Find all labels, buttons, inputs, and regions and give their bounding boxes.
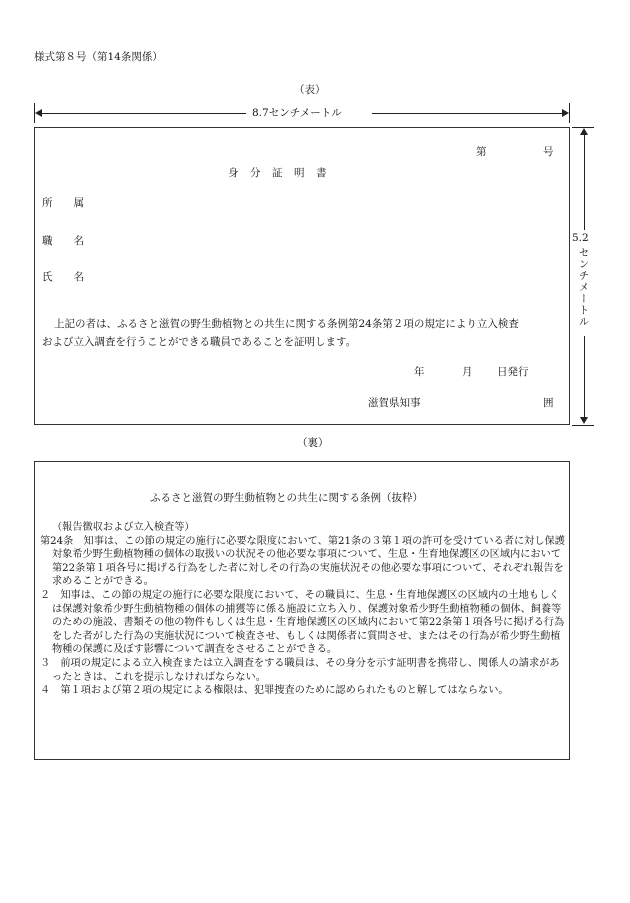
article-24: 第24条 知事は、この節の規定の施行に必要な限度において、第21条の３第１項の許可を受けている者に対し保護対象希少野生動植物種の個体の取扱いの状況その他必要な事項について、生息・生育地保護区の区域内において第22条第１項各号に掲げる行為をした者に対しその行為の実施状況その他必要な事項について、それぞれ報告を求めることができる。 (40, 535, 565, 588)
field-position: 職 名 (42, 235, 84, 247)
article-24-para-3: ３ 前項の規定による立入検査または立入調査をする職員は、その身分を示す証明書を携帯し、関係人の請求があったときは、これを提示しなければならない。 (40, 657, 560, 683)
back-body (40, 521, 566, 698)
number-dai: 第 (476, 146, 487, 158)
field-affiliation: 所 属 (42, 197, 84, 209)
height-dim-tick-bottom (572, 425, 594, 426)
date-year: 年 (414, 366, 425, 378)
back-title: ふるさと滋賀の野生動植物との共生に関する条例（抜粋） (150, 492, 423, 504)
width-dim-tick-right (569, 103, 570, 123)
back-side-label: （裏） (297, 437, 329, 449)
article-24-para-2: ２ 知事は、この節の規定の施行に必要な限度において、その職員に、生息・生育地保護区の区域内の土地もしくは保護対象希少野生動植物種の個体の捕獲等に係る施設に立ち入り、保護対象希少野生動植物種の個体、飼養等のための施設、書類その他の物件もしくは生息・生育地保護区の区域内において第22条第１項各号に掲げる行為をした者がした行為の実施状況について検査させ、もしくは関係者に質問させ、またはその行為が希少野生動植物種の保護に及ぼす影響について調査をさせることができる。 (40, 589, 565, 656)
back-caption: （報告徴収および立入検査等） (52, 522, 195, 533)
statement-line-1: 上記の者は、ふるさと滋賀の野生動植物との共生に関する条例第24条第２項の規定により立入検査 (54, 318, 519, 330)
front-side-label: （表） (294, 84, 326, 96)
field-name: 氏 名 (42, 271, 84, 283)
article-24-para-4: ４ 第１項および第２項の規定による権限は、犯罪捜査のために認められたものと解してはならない。 (40, 685, 509, 697)
card-title: 身 分 証 明 書 (228, 167, 327, 179)
height-dim-number: 5.2 (572, 232, 589, 244)
height-dim-line-top (584, 134, 585, 230)
issuer: 滋賀県知事 (368, 397, 421, 409)
date-issue: 日発行 (497, 366, 529, 378)
width-dim-line-left (40, 113, 246, 114)
date-month: 月 (462, 366, 473, 378)
height-dim-line-bottom (584, 336, 585, 420)
width-dim-label: 8.7センチメートル (252, 107, 342, 119)
statement-line-2: および立入調査を行うことができる職員であることを証明します。 (42, 336, 357, 348)
height-dim-label: センチメートル (577, 247, 590, 328)
form-label: 様式第８号（第14条関係） (34, 51, 163, 63)
number-go: 号 (543, 146, 554, 158)
seal-mark: 囲 (543, 397, 554, 409)
width-dim-line-right (372, 113, 564, 114)
